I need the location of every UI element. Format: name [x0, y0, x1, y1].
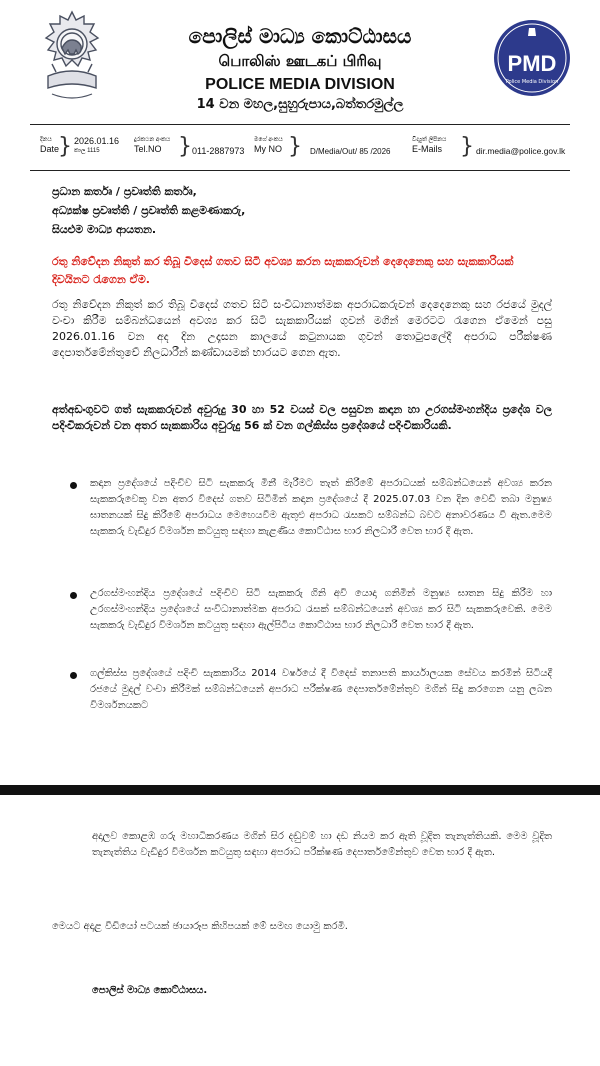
- header-rule-top: [30, 124, 570, 125]
- ref-myno-value: D/Media/Out/ 85 /2026: [310, 147, 391, 156]
- ref-email-value: dir.media@police.gov.lk: [476, 146, 566, 156]
- addressee-line: අධ්‍යක්ෂ ප්‍රවෘත්ති / ප්‍රවෘත්ති කළමණාකරු,: [52, 204, 246, 217]
- video-note: මෙයට අදාළ වීඩියෝ පටයක් ඡායාරූප කිහිපයක් මේ සමඟ යොමු කරමි.: [52, 921, 348, 932]
- pmd-logo-text: PMD: [507, 51, 557, 76]
- ref-email-label: විද්‍යුත් ලිපිනය E-Mails: [412, 137, 447, 154]
- bullet-item: ගල්කිස්ස ප්‍රදේශයේ පදිංචි සැකකාරිය 2014 වර්ෂයේ දී විදෙස් තනාපති කාර්යාලයක සේවය කරමින් සිටියදී රජයේ මුදල් වංචා කිරීමක් සම්බන්ධයෙන් අපරාධ පරීක්ෂණ දෙපාර්තමේන්තුව මගින් සිදු කරගෙන යනු ලබන විමර්ශනයකට: [90, 668, 552, 711]
- ref-tel-label: දුරකථන අංකය Tel.NO: [134, 137, 171, 154]
- ref-tel-value: 011-2887973: [192, 146, 245, 156]
- bullet-icon: [70, 592, 77, 599]
- brace-icon: }: [460, 134, 474, 159]
- header-title-sinhala: පොලිස් මාධ්‍ය කොට්ඨාසය: [188, 24, 412, 48]
- pmd-logo: [492, 18, 572, 98]
- brace-icon: }: [58, 134, 72, 159]
- ref-date-value: 2026.01.16 කාල 1115: [74, 136, 120, 154]
- brace-icon: }: [178, 134, 192, 159]
- header-title-english: POLICE MEDIA DIVISION: [205, 76, 395, 93]
- signature: පොලිස් මාධ්‍ය කොට්ඨාසය.: [92, 985, 208, 996]
- continuation-paragraph: අදාලව කොළඹ ගරු මහාධිකරණය මගින් සිර දඬුවම් හා දඩ නියම කර ඇති වූදිත තැනැත්තියකි. මෙම වූදිත තැනැත්තිය වැඩිදුර විමර්ශන කටයුතු සඳහා අපරාධ පරීක්ෂණ දෙපාර්තමේන්තුව වෙත භාර දී ඇත.: [92, 831, 552, 858]
- police-crest-logo: [38, 10, 106, 106]
- bullet-icon: [70, 672, 77, 679]
- bullet-icon: [70, 482, 77, 489]
- ref-myno-label: මගේ අංකය My NO: [254, 137, 283, 154]
- bullet-item: උරගස්මංහන්දිය ප්‍රදේශයේ පදිංචිව සිටි සැකකරු ගිනි අවි යොදා ගනිමින් මනුෂ්‍ය ඝාතන සිදු කිරීම හා උරගස්මංහන්දිය ප්‍රදේශයේ සංවිධානාත්මක අපරාධ රැසක් සම්බන්ධයෙන් අවශ්‍ය කර සිටි සැකකරුවෙකි. මෙම සැකකරු වැඩිදුර විමර්ශන කටයුතු සඳහා ඇල්පිටිය කොට්ඨාස භාර නිලධාරී වෙත භාර දී ඇත.: [90, 588, 552, 631]
- body-paragraph-bold: අත්අඩංගුවට ගත් සැකකරුවන් අවුරුදු 30 හා 52 වයස් වල පසුවන කඳාන හා උරගස්මංහන්දිය ප්‍රදේශ වල පදිංචිකරුවන් වන අතර සැකකාරිය අවුරුදු 56 ක් වන ගල්කිස්ස ප්‍රදේශයේ පදිංචිකාරියකි.: [52, 403, 552, 432]
- addressee-line: ප්‍රධාන කර්තෘ / ප්‍රවෘත්ති කර්තෘ,: [52, 185, 197, 198]
- letter-page-2: [0, 795, 600, 1066]
- body-paragraph: රතු නිවේදන නිකුත් කර තිබූ විදෙස් ගතව සිටි සංවිධානාත්මක අපරාධකරුවන් දෙදෙනෙකු සහ රජයේ මුදල් වංචා කිරීම සම්බන්ධයෙන් අවශ්‍ය කර සිටි සැකකාරියක් ගුවන් මගින් මෙරටට රැගෙන ඒමෙන් පසු 2026.01.16 වන අද දින උදෑසන කාලයේ කටුනායක ගුවන් තොටුපලේදී අපරාධ පරීක්ෂණ දෙපාර්තමේන්තුවේ නිලධාරීන් කණ්ඩායමක් භාරයට ගෙන ඇත.: [52, 298, 552, 359]
- bullet-item: කඳාන ප්‍රදේශයේ පදිංචිව සිටි සැකකරු මිනී මැරීමට තැත් කිරීමේ අපරාධයක් සම්බන්ධයෙන් අවශ්‍ය කරන සැකකරුවෙකු වන අතර විදෙස් ගතව සිටිමින් කඳාන ප්‍රදේශයේ දී 2025.07.03 වන දින වෙඩි තබා මනුෂ්‍ය ඝාතනයක් සිදු කිරීමේ අපරාධය මෙහෙයවීම ඇතුළු අපරාධ රැසකට සම්බන්ධ බවට අනාවරණය වී ඇත.මෙම සැකකරු වැඩිදුර විමර්ශන කටයුතු සඳහා කැළණිය කොට්ඨාස භාර නිලධාරී වෙත භාර දී ඇත.: [90, 478, 552, 537]
- header-title-tamil: பொலிஸ் ஊடகப் பிரிவு: [218, 52, 382, 70]
- ref-date-label: දිනය Date: [40, 137, 60, 154]
- pmd-logo-subtext: Police Media Division: [505, 79, 559, 85]
- page-separator: [0, 785, 600, 795]
- subject-heading: රතු නිවේදන නිකුත් කර තිබූ විදෙස් ගතව සිටි අවශ්‍ය කරන සැකකරුවන් දෙදෙනෙකු සහ සැකකාරියක් දිවයිනට රැගෙන ඒම.: [52, 255, 514, 286]
- addressee-line: සියළුම මාධ්‍ය ආයතන.: [52, 223, 157, 236]
- brace-icon: }: [288, 134, 302, 159]
- header-address: 14 වන මහල,සුහුරුපාය,බත්තරමුල්ල: [196, 97, 404, 112]
- header-rule-bottom: [30, 170, 570, 171]
